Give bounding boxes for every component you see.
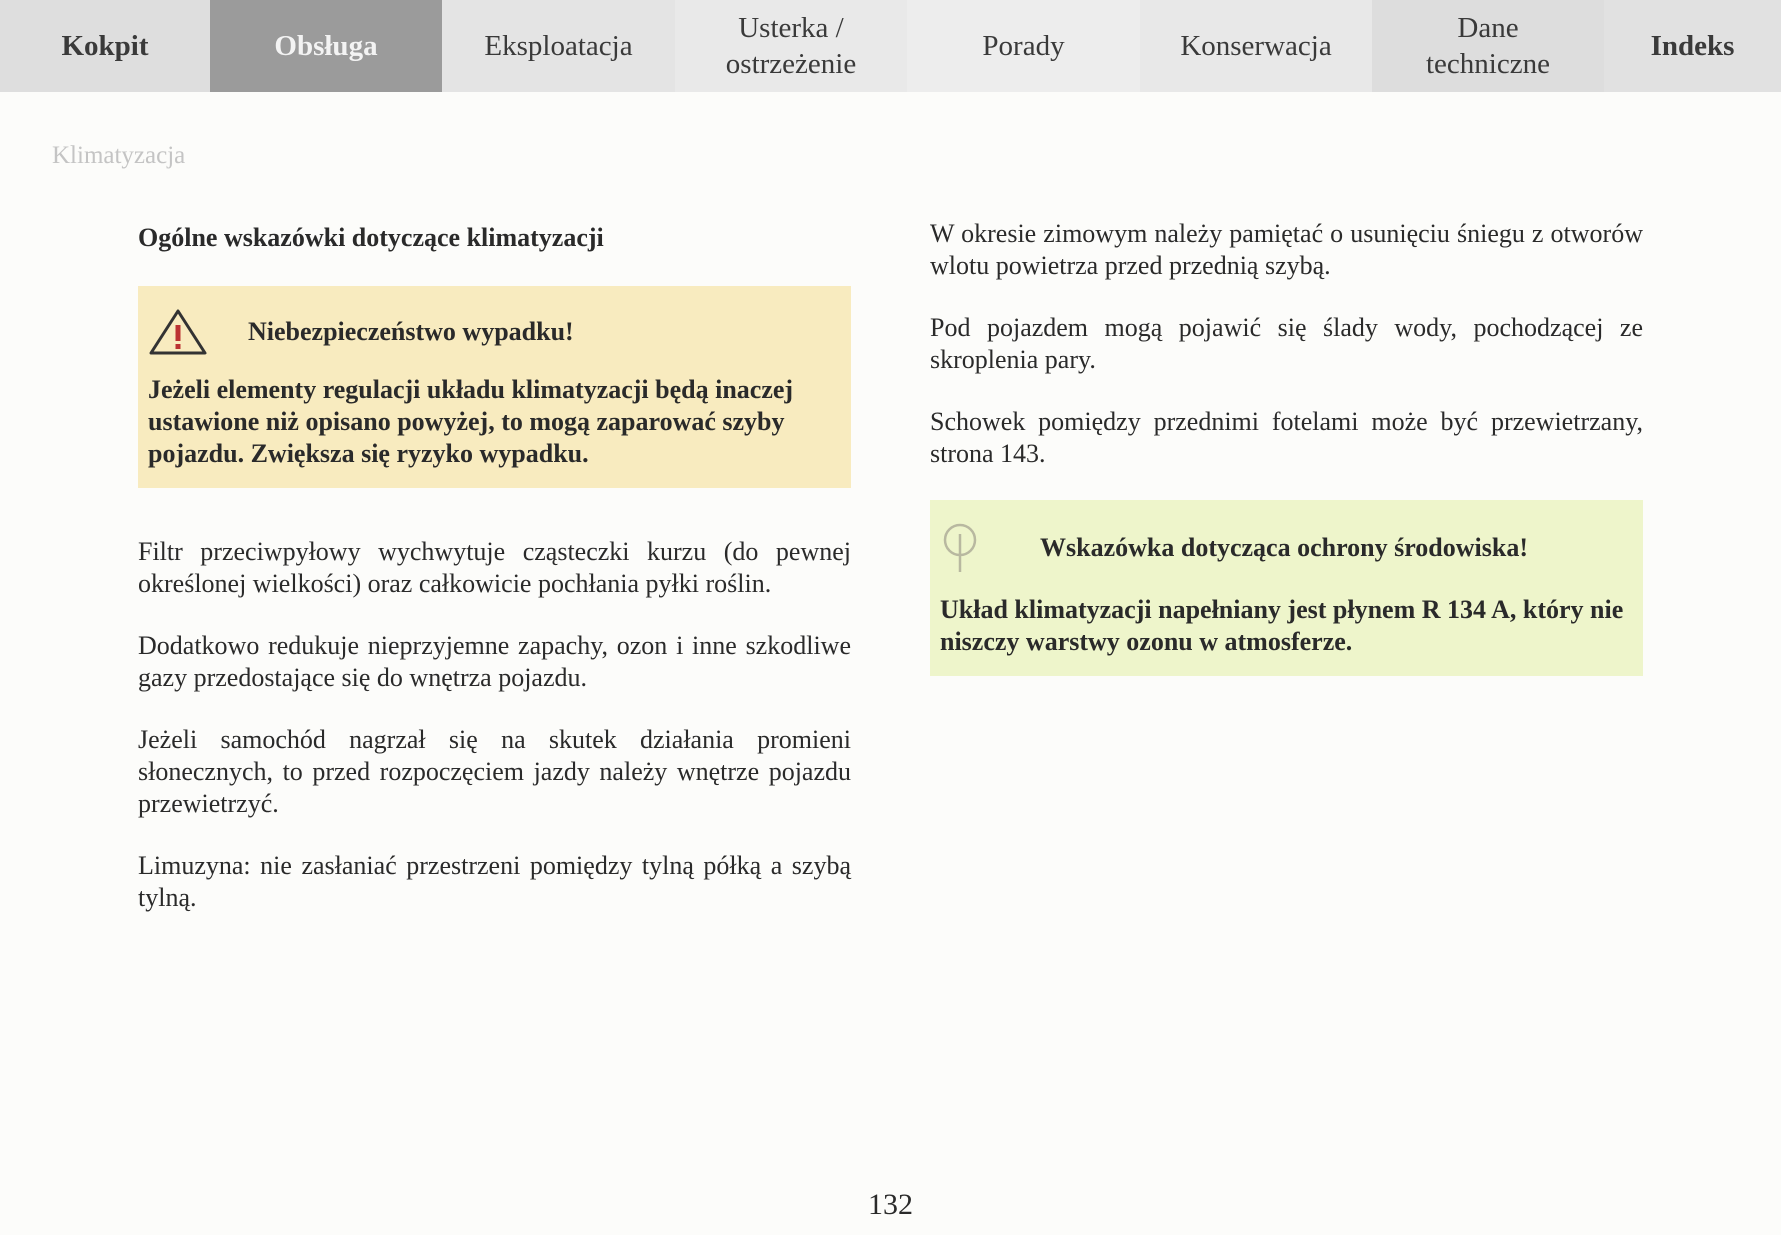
page-number: 132 bbox=[868, 1188, 913, 1221]
tab-indeks[interactable]: Indeks bbox=[1604, 0, 1781, 92]
paragraph-filter: Filtr przeciwpyłowy wychwytuje cząsteczki kurzu (do pewnej określonej wielkości) oraz całkowicie pochłania pyłki roślin. bbox=[138, 537, 851, 598]
tab-dane-techniczne[interactable]: Dane techniczne bbox=[1372, 0, 1604, 92]
left-column bbox=[138, 218, 851, 944]
paragraph-limousine: Limuzyna: nie zasłaniać przestrzeni pomiędzy tylną półką a szybą tylną. bbox=[138, 851, 851, 912]
environment-tree-icon bbox=[940, 522, 980, 574]
tab-konserwacja[interactable]: Konserwacja bbox=[1140, 0, 1372, 92]
paragraph-water: Pod pojazdem mogą pojawić się ślady wody, pochodzącej ze skroplenia pary. bbox=[930, 313, 1643, 374]
warning-box bbox=[138, 286, 851, 488]
environment-text: Układ klimatyzacji napełniany jest płynem R 134 A, który nie niszczy warstwy ozonu w atmosferze. bbox=[940, 595, 1624, 656]
tab-eksploatacja[interactable]: Eksploatacja bbox=[442, 0, 675, 92]
paragraph-odors: Dodatkowo redukuje nieprzyjemne zapachy, ozon i inne szkodliwe gazy przedostające się do wnętrza pojazdu. bbox=[138, 631, 851, 692]
tab-obsluga[interactable]: Obsługa bbox=[210, 0, 442, 92]
tab-usterka-ostrzezenie[interactable]: Usterka / ostrzeżenie bbox=[675, 0, 907, 92]
chapter-tabs bbox=[0, 0, 1781, 92]
tab-kokpit[interactable]: Kokpit bbox=[0, 0, 210, 92]
warning-title: Niebezpieczeństwo wypadku! bbox=[248, 317, 574, 346]
warning-header bbox=[148, 308, 841, 356]
paragraph-winter: W okresie zimowym należy pamiętać o usunięciu śniegu z otworów wlotu powietrza przed przednią szybą. bbox=[930, 219, 1643, 280]
warning-triangle-icon bbox=[148, 308, 208, 356]
environment-header bbox=[940, 522, 1633, 574]
page-heading: Ogólne wskazówki dotyczące klimatyzacji bbox=[138, 223, 604, 252]
right-column bbox=[930, 218, 1643, 676]
warning-text: Jeżeli elementy regulacji układu klimatyzacji będą inaczej ustawione niż opisano powyżej, to mogą zaparować szyby pojazdu. Zwiększa się ryzyko wypadku. bbox=[148, 375, 794, 468]
environment-title: Wskazówka dotycząca ochrony środowiska! bbox=[1040, 533, 1529, 562]
environment-box bbox=[930, 500, 1643, 676]
section-title: Klimatyzacja bbox=[52, 142, 186, 169]
paragraph-compartment: Schowek pomiędzy przednimi fotelami może być przewietrzany, strona 143. bbox=[930, 407, 1643, 468]
paragraph-ventilation: Jeżeli samochód nagrzał się na skutek działania promieni słonecznych, to przed rozpoczęciem jazdy należy wnętrze pojazdu przewietrzyć. bbox=[138, 725, 851, 818]
tab-porady[interactable]: Porady bbox=[907, 0, 1140, 92]
